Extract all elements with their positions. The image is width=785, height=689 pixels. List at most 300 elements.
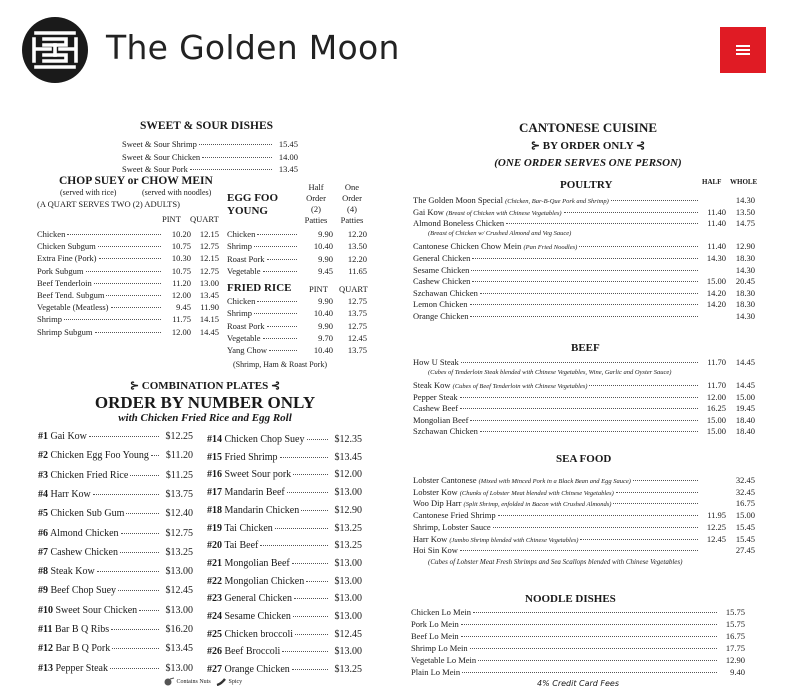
item-half-price: 15.00: [706, 276, 726, 287]
combo-item-price: $13.75: [165, 488, 193, 500]
egg-foo-item: [227, 266, 367, 276]
combo-item: [207, 434, 362, 445]
combo-item-price: $13.25: [334, 540, 362, 552]
item-label: [413, 241, 577, 251]
dot-leader: [126, 513, 159, 514]
item-price: 9.45: [176, 302, 191, 313]
item-name: Szchawan Chicken: [413, 287, 478, 298]
combo-item-number: #6: [38, 527, 48, 539]
dot-leader: [93, 494, 159, 495]
combo-item-name: Mandarin Chicken: [224, 504, 300, 516]
combo-item: [207, 523, 362, 534]
combo-item: [207, 487, 362, 498]
combo-item-number: #10: [38, 604, 53, 616]
item-half-price: 14.20: [706, 299, 726, 310]
combo-item-price: $13.25: [334, 664, 362, 676]
combo-item-name: Mandarin Beef: [224, 487, 285, 499]
dot-leader: [111, 629, 159, 630]
fried-rice-note: (Shrimp, Ham & Roast Pork): [233, 360, 327, 369]
combo-item-label: [207, 434, 305, 445]
item-price: 9.40: [730, 667, 745, 677]
item-half-price: 11.95: [707, 510, 726, 521]
dot-leader: [460, 408, 698, 409]
item-price: 12.75: [199, 241, 219, 252]
section-title-egg-foo-1: EGG FOO: [227, 192, 279, 204]
dot-leader: [86, 271, 161, 272]
item-price: 10.40: [313, 345, 333, 356]
item-half-price: 11.40: [707, 241, 726, 252]
item-label: [413, 276, 470, 286]
dot-leader: [301, 510, 328, 511]
combo-item-number: #21: [207, 557, 222, 569]
item-price: 11.65: [348, 265, 367, 276]
item-whole-price: 18.30: [735, 287, 755, 298]
section-title-chop-suey: CHOP SUEY or CHOW MEIN: [59, 175, 213, 187]
fried-rice-col-quart: QUART: [339, 284, 368, 294]
col-half: HALF: [702, 178, 722, 186]
item-whole-price: 13.50: [735, 206, 755, 217]
egg-foo-item: [227, 229, 367, 239]
menu-item: [413, 357, 755, 367]
item-description: (Split Shrimp, enfolded in Bacon with Crushed Almonds): [463, 501, 612, 509]
combo-item: [207, 629, 362, 640]
combo-item-label: [38, 643, 110, 654]
combo-item-name: Chicken Egg Foo Young: [50, 450, 149, 462]
combo-item-number: #26: [207, 646, 222, 658]
noodle-item: [411, 667, 745, 677]
dot-leader: [106, 295, 161, 296]
chop-suey-item: [37, 229, 219, 239]
egg-foo-col-half-l2: Order: [306, 193, 326, 203]
item-price: 12.45: [347, 332, 367, 343]
combo-item-label: [207, 593, 292, 604]
combo-item-label: [207, 487, 285, 498]
combo-item-price: $13.00: [165, 604, 193, 616]
dot-leader: [579, 246, 698, 247]
item-price: 16.75: [725, 631, 745, 641]
item-price: 12.00: [171, 290, 191, 300]
seafood-note: (Cubes of Lobster Meat Fresh Shrimps and Sea Scallops blended with Chinese Vegetables): [428, 558, 683, 566]
dot-leader: [112, 648, 159, 649]
combo-item-name: Cashew Chicken: [50, 546, 118, 558]
dot-leader: [121, 533, 159, 534]
item-name: Mongolian Beef: [413, 414, 469, 425]
item-label: [413, 288, 478, 298]
menu-item: [413, 253, 755, 263]
menu-item: [413, 426, 755, 436]
credit-card-note: 4% Credit Card Fees: [537, 679, 620, 688]
item-name: Beef Lo Mein: [411, 631, 459, 641]
item-price: 13.45: [278, 164, 298, 174]
combo-item-number: #18: [207, 504, 222, 516]
noodle-item: [411, 631, 745, 641]
combo-subtitle: with Chicken Fried Rice and Egg Roll: [118, 412, 292, 424]
item-name: Vegetable Lo Mein: [411, 655, 477, 665]
chop-suey-item: [37, 253, 219, 263]
item-whole-price: 16.75: [735, 498, 755, 509]
item-label: [413, 475, 631, 485]
item-half-price: 12.45: [706, 533, 726, 544]
item-price: 14.45: [199, 326, 219, 337]
menu-item: [413, 265, 755, 275]
chop-suey-subtitle-quart: (A QUART SERVES TWO (2) ADULTS): [37, 199, 180, 209]
item-price: 10.40: [313, 241, 333, 252]
item-whole-price: 27.45: [735, 545, 755, 556]
combo-item-label: [207, 629, 293, 640]
combo-item-price: $13.00: [334, 487, 362, 499]
combo-item: [207, 505, 362, 516]
item-price: 12.00: [171, 326, 191, 337]
section-title-sweet-sour: SWEET & SOUR DISHES: [140, 120, 274, 132]
item-price: 14.00: [278, 151, 298, 162]
dot-leader: [110, 668, 159, 669]
item-label: [413, 195, 609, 205]
item-whole-price: 15.45: [735, 533, 755, 544]
item-name: Woo Dip Harr: [413, 498, 462, 509]
combo-item: [38, 508, 193, 519]
dot-leader: [99, 258, 162, 259]
combo-item-number: #25: [207, 628, 222, 640]
item-name: Plain Lo Mein: [411, 667, 461, 677]
item-price: 14.15: [199, 314, 219, 325]
item-name: Cantonese Chicken Chow Mein: [413, 241, 522, 252]
menu-item: [413, 288, 755, 298]
item-price: 12.15: [199, 253, 219, 264]
combo-item-price: $13.00: [165, 662, 193, 674]
combo-item-price: $13.25: [334, 522, 362, 534]
dot-leader: [139, 610, 159, 611]
dot-leader: [294, 598, 328, 599]
item-price: 9.90: [318, 320, 333, 331]
item-label: [413, 218, 504, 228]
dot-leader: [280, 457, 328, 458]
item-whole-price: 18.30: [735, 299, 755, 310]
combo-item-label: [207, 505, 299, 516]
combo-item: [38, 547, 193, 558]
item-price: 13.45: [199, 290, 219, 300]
egg-foo-col-one: [336, 182, 368, 226]
item-whole-price: 14.30: [735, 195, 755, 205]
combo-item-price: $13.00: [165, 566, 193, 578]
menu-item: [413, 195, 755, 205]
combo-item-name: Chicken Chop Suey: [224, 434, 305, 445]
egg-foo-col-half: [300, 182, 332, 226]
dot-leader: [64, 319, 161, 320]
item-price: 15.75: [725, 619, 745, 629]
combo-item: [38, 528, 193, 539]
ornament-left-icon: ⊱: [530, 140, 541, 152]
item-name: Almond Boneless Chicken: [413, 218, 505, 229]
item-price: 12.90: [725, 655, 745, 665]
dot-leader: [254, 246, 297, 247]
combo-item-name: Beef Chop Suey: [50, 585, 117, 597]
dot-leader: [254, 313, 297, 314]
dot-leader: [470, 420, 698, 421]
dot-leader: [613, 503, 698, 504]
item-name: Roast Pork: [227, 253, 265, 264]
dot-leader: [460, 397, 698, 398]
combo-item-label: [207, 469, 291, 480]
item-label: [413, 510, 496, 520]
combo-item-name: Bar B Q Pork: [55, 643, 111, 655]
item-price: 10.75: [171, 241, 191, 252]
item-half-price: 12.25: [706, 521, 726, 532]
dot-leader: [293, 474, 328, 475]
item-name: Vegetable (Meatless): [37, 302, 109, 313]
item-half-price: 11.70: [707, 380, 726, 390]
item-whole-price: 15.00: [735, 391, 755, 402]
menu-item: [413, 207, 755, 217]
item-price: 11.90: [200, 302, 219, 313]
dot-leader: [97, 571, 159, 572]
combo-item: [207, 664, 362, 675]
combo-item-price: $13.45: [334, 451, 362, 463]
chop-suey-item: [37, 266, 219, 276]
menu-toggle-button[interactable]: [720, 27, 766, 73]
nuts-icon: [164, 677, 175, 686]
section-title-noodles: NOODLE DISHES: [525, 593, 616, 605]
combo-item-number: #2: [38, 450, 48, 462]
item-name: Cantonese Fried Shrimp: [413, 510, 496, 521]
dot-leader: [151, 455, 159, 456]
combo-item-name: Fried Shrimp: [224, 451, 278, 463]
item-description: (Breast of Chicken with Chinese Vegetables): [446, 209, 562, 217]
dot-leader: [480, 431, 698, 432]
chop-suey-col-pint: PINT: [162, 214, 181, 224]
item-description: (Cubes of Tenderloin Steak blended with Chinese Vegetables, Wine, Garlic and Oyster Sauce): [428, 368, 672, 376]
dot-leader: [190, 169, 272, 170]
combo-item-number: #19: [207, 522, 222, 534]
combo-item-number: #4: [38, 488, 48, 500]
chop-suey-item: [37, 314, 219, 324]
combo-item-number: #8: [38, 566, 48, 578]
item-whole-price: 19.45: [735, 403, 755, 413]
sweet-sour-item: [122, 152, 298, 162]
combo-item-price: $12.35: [334, 434, 362, 445]
dot-leader: [269, 350, 297, 351]
combo-item-price: $12.40: [165, 508, 193, 520]
serves-one: (ONE ORDER SERVES ONE PERSON): [494, 157, 682, 169]
menu-item: [413, 534, 755, 544]
dot-leader: [118, 590, 159, 591]
item-whole-price: 12.90: [735, 241, 755, 252]
legend-nuts: [162, 677, 211, 686]
dot-leader: [94, 283, 161, 284]
item-label: [413, 380, 587, 390]
menu-item: [413, 218, 755, 228]
fried-rice-item: [227, 296, 367, 306]
combo-item-label: [207, 452, 278, 463]
item-whole-price: 18.30: [735, 253, 755, 263]
combo-item-name: Chicken Fried Rice: [50, 469, 129, 481]
dot-leader: [478, 660, 717, 661]
by-order-only-text: BY ORDER ONLY: [542, 140, 634, 152]
item-name: Chicken Lo Mein: [411, 607, 471, 617]
combo-item-price: $13.00: [334, 611, 362, 622]
combo-item-name: Harr Kow: [50, 488, 91, 500]
dot-leader: [472, 258, 698, 259]
combo-item-label: [38, 663, 108, 674]
item-name: Chicken Subgum: [37, 241, 96, 252]
menu-item: [413, 403, 755, 413]
item-name: Hoi Sin Kow: [413, 545, 458, 556]
combo-item: [207, 558, 362, 569]
item-price: 12.75: [199, 265, 219, 276]
item-label: [413, 426, 478, 436]
combo-item: [38, 663, 193, 674]
combo-item-number: #17: [207, 487, 222, 499]
chop-suey-item: [37, 302, 219, 312]
combo-item: [38, 470, 193, 481]
item-label: [413, 265, 469, 275]
item-description: (Breast of Chicken w/ Crushed Almond and Veg Sauce): [428, 229, 572, 237]
combo-item-price: $12.45: [165, 585, 193, 597]
item-name: Chicken: [37, 229, 66, 239]
combo-item-name: Tai Beef: [224, 540, 259, 552]
item-price: 13.75: [347, 308, 367, 319]
combo-item-number: #1: [38, 431, 48, 442]
item-price: 17.75: [725, 643, 745, 653]
section-title-seafood: SEA FOOD: [556, 453, 612, 465]
item-label: [413, 392, 458, 402]
item-price: 10.75: [171, 265, 191, 276]
dot-leader: [263, 338, 297, 339]
dot-leader: [267, 326, 297, 327]
dot-leader: [461, 636, 717, 637]
noodle-item: [411, 619, 745, 629]
combo-item-name: Beef Broccoli: [224, 646, 281, 658]
dot-leader: [470, 316, 698, 317]
item-price: 9.90: [318, 229, 333, 239]
by-order-only: [470, 139, 706, 152]
section-title-egg-foo-2: YOUNG: [227, 205, 268, 217]
combo-item-price: $12.75: [165, 527, 193, 539]
item-name: Sweet & Sour Chicken: [122, 151, 201, 162]
item-price: 10.40: [313, 308, 333, 319]
dot-leader: [480, 293, 698, 294]
item-half-price: 14.30: [706, 253, 726, 263]
combo-item-number: #24: [207, 611, 222, 622]
pepper-icon: [216, 677, 227, 686]
combo-item-label: [207, 646, 280, 657]
dot-leader: [498, 515, 698, 516]
combo-item-name: Chicken broccoli: [224, 628, 294, 640]
item-half-price: 12.00: [706, 391, 726, 402]
item-price: 12.20: [347, 229, 367, 239]
dot-leader: [292, 563, 328, 564]
combo-title: [100, 379, 310, 392]
item-description: (Mixed with Minced Pork in a Black Bean and Egg Sauce): [478, 478, 631, 485]
combo-item-number: #27: [207, 664, 222, 676]
combo-item: [38, 431, 193, 442]
item-name: Cashew Chicken: [413, 276, 471, 287]
item-name: Vegetable: [227, 265, 261, 276]
item-name: Extra Fine (Pork): [37, 253, 97, 264]
combo-item-number: #12: [38, 643, 53, 655]
item-name: Sesame Chicken: [413, 264, 470, 275]
combo-item-name: Gai Kow: [50, 431, 87, 442]
combo-item-number: #23: [207, 593, 222, 605]
combo-item: [38, 450, 193, 461]
combo-item: [207, 452, 362, 463]
combo-item-label: [38, 528, 119, 539]
item-whole-price: 14.45: [735, 380, 755, 390]
combo-item: [38, 624, 193, 635]
item-name: Beef Tenderloin: [37, 277, 92, 288]
item-whole-price: 15.45: [735, 521, 755, 532]
dot-leader: [611, 200, 698, 201]
item-price: 13.50: [347, 241, 367, 252]
item-name: Lobster Cantonese: [413, 475, 477, 485]
dot-leader: [293, 616, 328, 617]
item-label: [413, 522, 491, 532]
fried-rice-item: [227, 308, 367, 318]
combo-item-number: #15: [207, 451, 222, 463]
item-name: Beef Tend. Subgum: [37, 290, 105, 300]
chop-suey-subtitle-noodles: (served with noodles): [142, 188, 212, 197]
combo-item-label: [207, 611, 291, 622]
fried-rice-item: [227, 333, 367, 343]
item-half-price: 11.40: [707, 206, 726, 217]
combo-item-label: [38, 547, 118, 558]
combo-item-price: $12.25: [165, 431, 193, 442]
item-whole-price: 32.45: [735, 475, 755, 485]
dot-leader: [257, 301, 297, 302]
combo-item-name: Chicken Sub Gum: [50, 508, 125, 520]
item-price: 15.75: [725, 607, 745, 617]
golden-moon-logo-icon[interactable]: [20, 15, 90, 85]
item-price: 12.75: [347, 320, 367, 331]
item-price: 10.20: [171, 229, 191, 239]
site-title[interactable]: The Golden Moon: [106, 28, 400, 67]
combo-item-price: $13.45: [165, 643, 193, 655]
item-name: Shrimp: [227, 241, 253, 252]
combo-item: [207, 593, 362, 604]
chop-suey-col-quart: QUART: [190, 214, 219, 224]
item-half-price: 14.20: [706, 287, 726, 298]
section-title-fried-rice: FRIED RICE: [227, 282, 292, 294]
item-price: 9.90: [318, 253, 333, 264]
combo-item-price: $13.00: [334, 593, 362, 605]
item-label: [413, 487, 614, 497]
sweet-sour-item: [122, 164, 298, 174]
combo-item-label: [207, 540, 258, 551]
dot-leader: [470, 304, 698, 305]
item-name: Pork Lo Mein: [411, 619, 459, 629]
dot-leader: [461, 362, 698, 363]
item-whole-price: 14.30: [735, 264, 755, 275]
egg-foo-col-half-l1: Half: [308, 182, 324, 192]
dot-leader: [470, 648, 717, 649]
combo-item-number: #11: [38, 624, 53, 635]
legend-nuts-text: Contains Nuts: [176, 678, 211, 685]
combo-item-name: Mongolian Chicken: [224, 575, 305, 587]
combo-item-label: [38, 566, 95, 577]
menu-item: [413, 380, 755, 390]
combo-item-name: Sesame Chicken: [224, 611, 291, 622]
item-whole-price: 15.00: [735, 510, 755, 521]
combo-item-label: [207, 576, 304, 587]
combo-item-number: #3: [38, 469, 48, 481]
combo-item-name: Bar B Q Ribs: [54, 624, 110, 635]
combo-item-price: $16.20: [165, 624, 193, 635]
menu-item: [413, 415, 755, 425]
combo-item-number: #22: [207, 575, 222, 587]
combo-item-price: $12.90: [334, 504, 362, 516]
item-label: [413, 415, 468, 425]
item-whole-price: 18.40: [735, 414, 755, 425]
dot-leader: [461, 624, 717, 625]
